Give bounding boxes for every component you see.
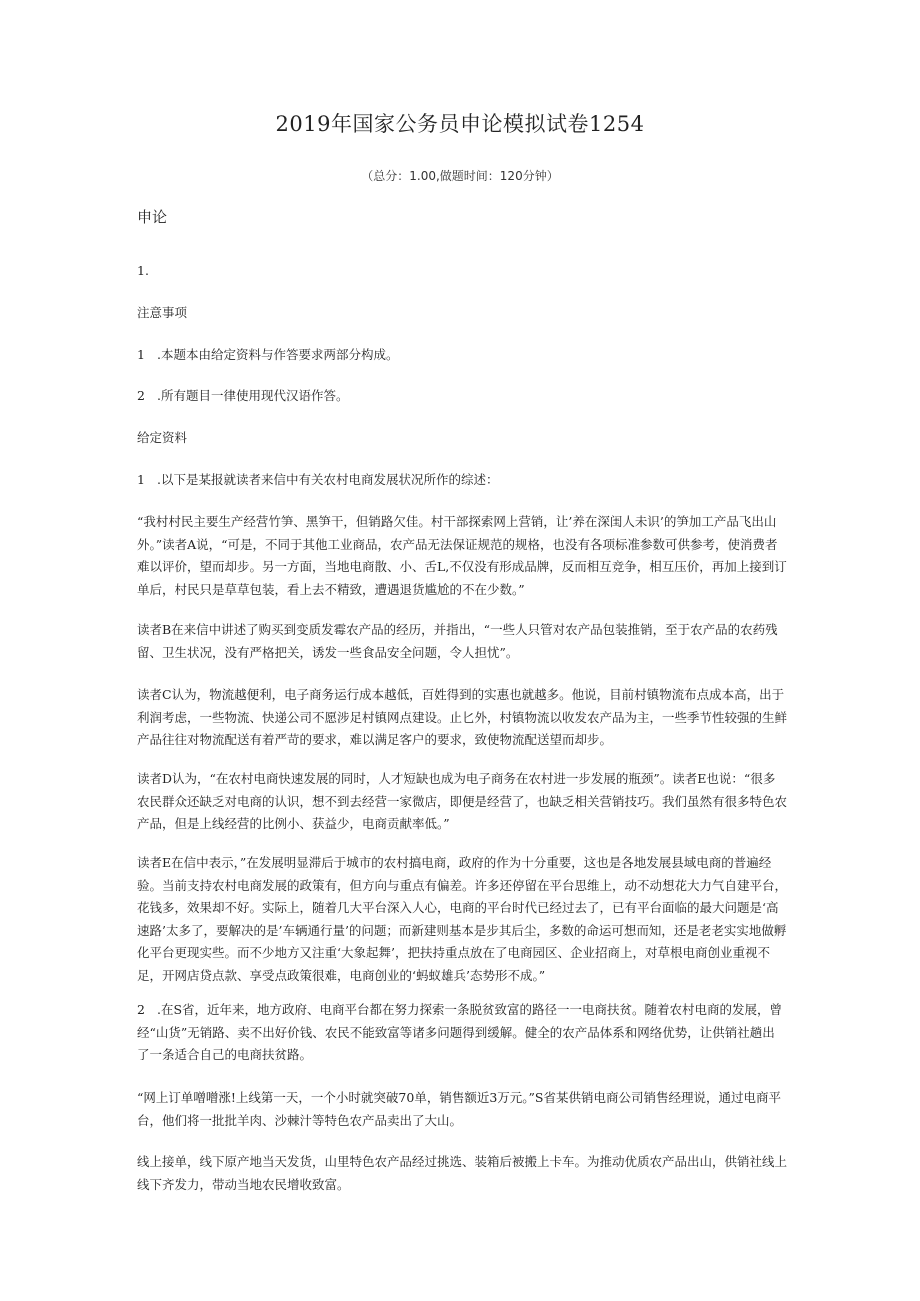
material-2-text: .在S省，近年来，地方政府、电商平台都在努力探索一条脱贫致富的路径一一电商扶贫。随着农村电商的发展，曾经“山货”无销路、卖不出好价钱、农民不能致富等诸多问题得到缓解。健全的农产品体系和网络优势，让供销社趟出了一条适合自己的电商扶贫路。: [137, 1002, 783, 1062]
paragraph-reader-c: 读者C认为，物流越便利，电子商务运行成本越低，百姓得到的实惠也就越多。他说，目前村镇物流布点成本高，出于利润考虑，一些物流、快递公司不愿涉足村镇网点建设。止匕外，村镇物流以收发农产品为主，一些季节性较强的生鲜产品往往对物流配送有着严苛的要求，难以满足客户的要求，致使物流配送望而却步。: [137, 687, 788, 747]
section-heading: 申论: [137, 208, 168, 226]
material-1-num: 1: [137, 472, 145, 487]
exam-info: （总分：1.00,做题时间：120分钟）: [361, 169, 559, 183]
paragraph-reader-a: “我村村民主要生产经营竹笋、黑笋干，但销路欠佳。村干部探索网上营销，让’养在深闺人未识’的笋加工产品飞出山外。”读者A说，“可是，不同于其他工业商品，农产品无法保证规范的规格，也没有各项标准参数可供参考，使消费者难以评价，望而却步。另一方面，当地电商散、小、舌L,不仅没有形成品牌，反而相互竞争，相互压价，再加上接到订单后，村民只是草草包装，看上去不精致，遭遇退货尴尬的不在少数。”: [137, 514, 787, 597]
paragraph-sales-manager: “网上订单噌噌涨!上线第一天，一个小时就突破70单，销售额近3万元。”S省某供销电商公司销售经理说，通过电商平台，他们将一批批羊肉、沙棘汁等特色农产品卖出了大山。: [137, 1090, 781, 1128]
paragraph-reader-d: 读者D认为，“在农村电商快速发展的同时，人才短缺也成为电子商务在农村进一步发展的瓶颈”。读者E也说：“很多农民群众还缺乏对电商的认识，想不到去经营一家微店，即便是经营了，也缺乏相关营销技巧。我们虽然有很多特色农产品，但是上线经营的比例小、获益少，电商贡献率低。”: [137, 771, 788, 831]
page-title: 2019年国家公务员申论模拟试卷1254: [275, 112, 645, 136]
material-2-num: 2: [137, 1002, 145, 1017]
notice-item-1-text: .本题本由给定资料与作答要求两部分构成。: [157, 347, 399, 362]
paragraph-online-offline: 线上接单，线下原产地当天发货，山里特色农产品经过挑选、装箱后被搬上卡车。为推动优质农产品出山，供销社线上线下齐发力，带动当地农民增收致富。: [137, 1154, 788, 1192]
material-1-text: .以下是某报就读者来信中有关农村电商发展状况所作的综述：: [157, 472, 499, 487]
notice-item-1: [137, 344, 787, 367]
material-2: [137, 999, 787, 1067]
paragraph-reader-e: 读者E在信中表示，”在发展明显滞后于城市的农村搞电商，政府的作为十分重要，这也是各地发展县域电商的普遍经验。当前支持农村电商发展的政策有，但方向与重点有偏差。许多还停留在平台思维上，动不动想花大力气自建平台，花钱多，效果却不好。实际上，随着几大平台深入人心，电商的平台时代已经过去了，已有平台面临的最大问题是‘高速路’太多了，要解决的是’车辆通行量’的问题；而新建则基本是步其后尘，多数的命运可想而知，还是老老实实地做孵化平台更现实些。而不少地方又注重‘大象起舞’，把扶持重点放在了电商园区、企业招商上，对草根电商创业重视不足，开网店贷点款、享受点政策很难，电商创业的‘蚂蚁雄兵’态势形不成。”: [137, 855, 788, 983]
materials-heading: 给定资料: [137, 430, 188, 445]
notice-heading: 注意事项: [137, 305, 188, 320]
material-1-intro: [137, 469, 787, 492]
paragraph-reader-b: 读者B在来信中讲述了购买到变质发霉农产品的经历，并指出，“一些人只管对农产品包装推销，至于农产品的农药残留、卫生状况，没有严格把关，诱发一些食品安全问题，令人担忧”。: [137, 622, 778, 660]
notice-item-1-num: 1: [137, 347, 145, 362]
notice-item-2: [137, 385, 787, 408]
notice-item-2-num: 2: [137, 388, 145, 403]
notice-item-2-text: .所有题目一律使用现代汉语作答。: [157, 388, 349, 403]
question-number: 1.: [137, 263, 149, 278]
